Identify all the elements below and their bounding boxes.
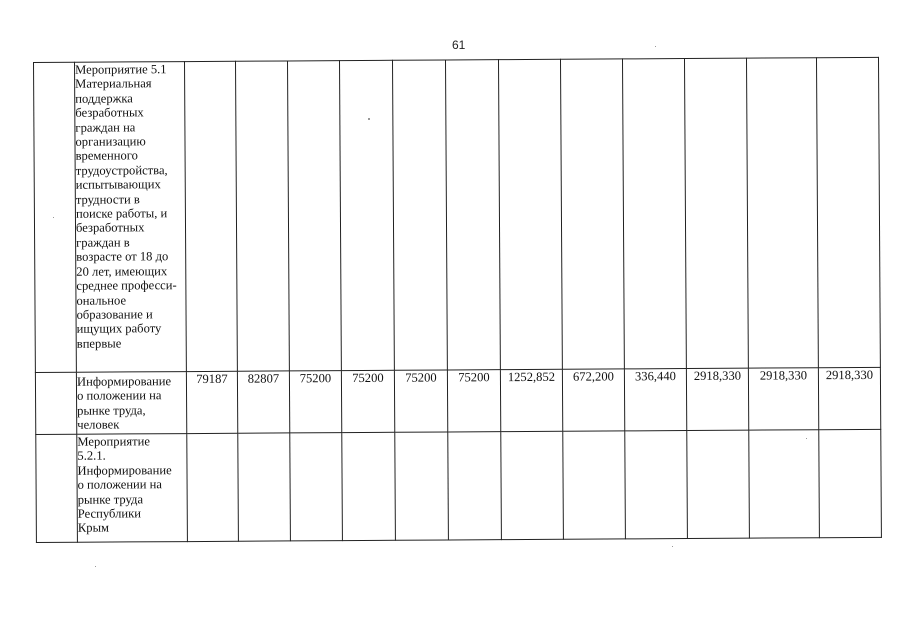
value-cell: 75200 (341, 370, 394, 432)
value-cell (816, 57, 880, 367)
row-label-text: Мероприятие 5.2.1. Информирование о положении на рынке труда Республики Крым (77, 434, 172, 536)
table-row (35, 367, 880, 434)
row-label-text: Информирование о положении на рынке труда, человек (76, 373, 172, 432)
scan-speck (53, 217, 54, 218)
value-cell (445, 60, 500, 370)
value-cell (498, 59, 562, 369)
value-cell (342, 432, 396, 540)
value-cell: 2918,330 (818, 367, 880, 429)
value-cell (392, 60, 447, 370)
value-cell: 82807 (237, 371, 289, 433)
page-number: 61 (452, 38, 466, 52)
row-label (76, 372, 186, 435)
scan-speck (806, 438, 807, 439)
value-cell (238, 433, 291, 541)
value-cell: 2918,330 (686, 368, 748, 430)
value-cell (684, 58, 748, 368)
value-cell (749, 430, 820, 538)
index-cell (35, 372, 76, 434)
value-cell (187, 433, 239, 541)
table-row (36, 429, 882, 542)
value-cell (563, 431, 626, 539)
scan-speck (655, 46, 656, 47)
value-cell (448, 432, 502, 540)
value-cell (339, 60, 394, 370)
index-cell (36, 434, 78, 542)
value-cell (185, 61, 238, 371)
value-cell (501, 431, 564, 539)
value-cell (746, 58, 818, 368)
value-cell: 75200 (289, 371, 341, 433)
table-row (34, 57, 881, 372)
scan-speck (672, 546, 673, 547)
value-cell (819, 429, 882, 537)
value-cell: 75200 (447, 370, 500, 432)
value-cell (287, 61, 341, 371)
value-cell (622, 59, 686, 369)
scan-speck (368, 118, 370, 120)
row-label (77, 434, 188, 543)
row-label-text: Мероприятие 5.1 Материальная поддержка безработных граждан на организацию временного трудоустройства, испытывающих трудности в поиске работы, и безработных граждан в возрасте от 18 до 20 лет, имеющих среднее професси- ональное образование и ищущих работу впервые (75, 62, 177, 351)
value-cell (235, 61, 289, 371)
value-cell: 336,440 (624, 369, 686, 431)
row-label (75, 62, 187, 373)
index-cell (34, 62, 77, 372)
value-cell (560, 59, 624, 369)
scan-speck (95, 566, 96, 567)
document-page (33, 57, 882, 543)
data-table (33, 57, 882, 543)
value-cell (687, 430, 750, 538)
value-cell: 79187 (186, 371, 237, 433)
value-cell: 75200 (394, 370, 447, 432)
value-cell (290, 433, 343, 541)
value-cell (395, 432, 449, 540)
value-cell: 672,200 (562, 369, 624, 431)
value-cell: 1252,852 (500, 369, 562, 431)
value-cell: 2918,330 (748, 368, 818, 430)
value-cell (625, 431, 688, 539)
